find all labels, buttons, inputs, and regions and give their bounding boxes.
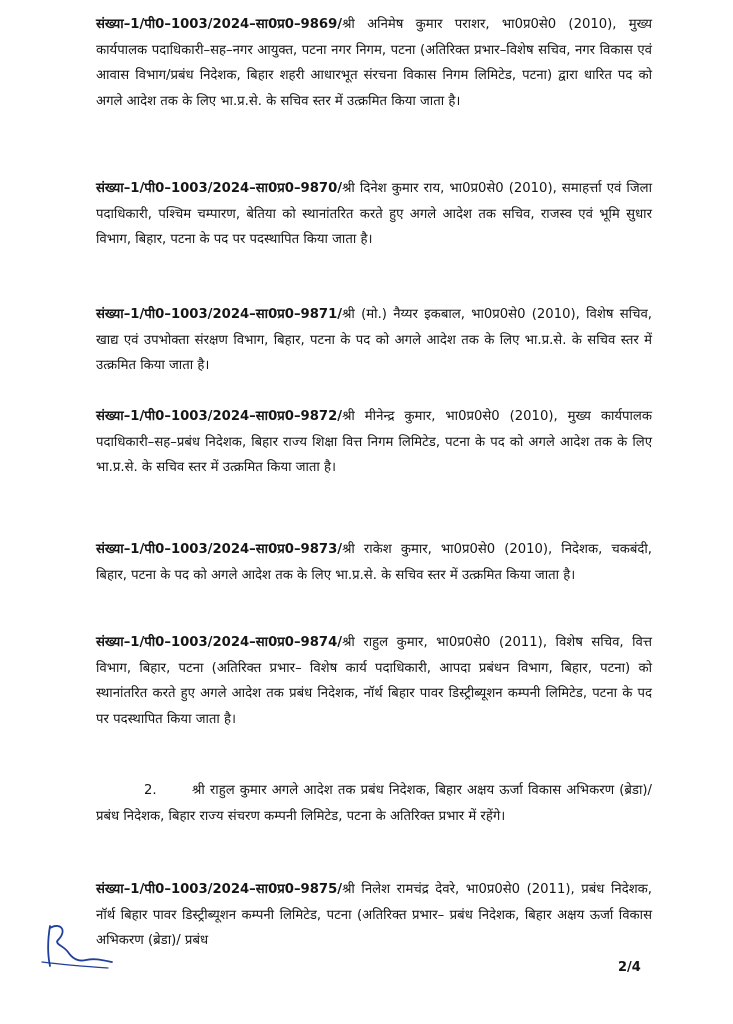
order-reference-number: संख्या–1/पी0–1003/2024–सा0प्र0–9871/ — [96, 307, 343, 322]
order-paragraph-9869 — [96, 12, 652, 114]
order-text: श्री (मो.) नैय्यर इकबाल, भा0प्र0से0 (2010), विशेष सचिव, खाद्य एवं उपभोक्ता संरक्षण विभाग, बिहार, पटना के पद को अगले आदेश तक के लिए भा.प्र.से. के सचिव स्तर में उत्क्रमित किया जाता है। — [96, 307, 652, 374]
order-paragraph-9871 — [96, 302, 652, 379]
order-text: श्री मीनेन्द्र कुमार, भा0प्र0से0 (2010), मुख्य कार्यपालक पदाधिकारी–सह–प्रबंध निदेशक, बिहार राज्य शिक्षा वित्त निगम लिमिटेड, पटना के पद को अगले आदेश तक के लिए भा.प्र.से. के सचिव स्तर में उत्क्रमित किया जाता है। — [96, 409, 652, 476]
order-text: श्री अनिमेष कुमार पराशर, भा0प्र0से0 (2010), मुख्य कार्यपालक पदाधिकारी–सह–नगर आयुक्त, पटना नगर निगम, पटना (अतिरिक्त प्रभार–विशेष सचिव, नगर विकास एवं आवास विभाग/प्रबंध निदेशक, बिहार शहरी आधारभूत संरचना विकास निगम लिमिटेड, पटना) द्वारा धारित पद को अगले आदेश तक के लिए भा.प्र.से. के सचिव स्तर में उत्क्रमित किया जाता है। — [96, 17, 652, 109]
order-text: श्री दिनेश कुमार राय, भा0प्र0से0 (2010), समाहर्त्ता एवं जिला पदाधिकारी, पश्चिम चम्पारण, बेतिया को स्थानांतरित करते हुए अगले आदेश तक सचिव, राजस्व एवं भूमि सुधार विभाग, बिहार, पटना के पद पर पदस्थापित किया जाता है। — [96, 181, 652, 248]
order-reference-number: संख्या–1/पी0–1003/2024–सा0प्र0–9872/ — [96, 409, 343, 424]
order-reference-number: संख्या–1/पी0–1003/2024–सा0प्र0–9873/ — [96, 542, 343, 557]
order-reference-number: संख्या–1/पी0–1003/2024–सा0प्र0–9875/ — [96, 882, 343, 897]
page-number: 2/4 — [618, 960, 641, 975]
order-paragraph-9873 — [96, 537, 652, 588]
order-text: श्री निलेश रामचंद्र देवरे, भा0प्र0से0 (2011), प्रबंध निदेशक, नॉर्थ बिहार पावर डिस्ट्रीब्यूशन कम्पनी लिमिटेड, पटना (अतिरिक्त प्रभार– प्रबंध निदेशक, बिहार अक्षय ऊर्जा विकास अभिकरण (ब्रेडा)/ प्रबंध — [96, 882, 652, 949]
sub-point-text: श्री राहुल कुमार अगले आदेश तक प्रबंध निदेशक, बिहार अक्षय ऊर्जा विकास अभिकरण (ब्रेडा)/ प्रबंध निदेशक, बिहार राज्य संचरण कम्पनी लिमिटेड, पटना के अतिरिक्त प्रभार में रहेंगे। — [96, 783, 652, 824]
sub-point-number: 2. — [144, 783, 157, 798]
handwritten-signature-icon — [38, 916, 118, 974]
order-paragraph-9870 — [96, 176, 652, 253]
order-reference-number: संख्या–1/पी0–1003/2024–सा0प्र0–9870/ — [96, 181, 343, 196]
order-paragraph-9875 — [96, 877, 652, 954]
order-text: श्री राकेश कुमार, भा0प्र0से0 (2010), निदेशक, चकबंदी, बिहार, पटना के पद को अगले आदेश तक के लिए भा.प्र.से. के सचिव स्तर में उत्क्रमित किया जाता है। — [96, 542, 652, 583]
order-reference-number: संख्या–1/पी0–1003/2024–सा0प्र0–9874/ — [96, 635, 343, 650]
sub-point-paragraph — [96, 778, 652, 829]
order-paragraph-9872 — [96, 404, 652, 481]
order-paragraph-9874 — [96, 630, 652, 732]
order-text: श्री राहुल कुमार, भा0प्र0से0 (2011), विशेष सचिव, वित्त विभाग, बिहार, पटना (अतिरिक्त प्रभार– विशेष कार्य पदाधिकारी, आपदा प्रबंधन विभाग, बिहार, पटना) को स्थानांतरित करते हुए अगले आदेश तक प्रबंध निदेशक, नॉर्थ बिहार पावर डिस्ट्रीब्यूशन कम्पनी लिमिटेड, पटना के पद पर पदस्थापित किया जाता है। — [96, 635, 652, 727]
order-reference-number: संख्या–1/पी0–1003/2024–सा0प्र0–9869/ — [96, 17, 343, 32]
